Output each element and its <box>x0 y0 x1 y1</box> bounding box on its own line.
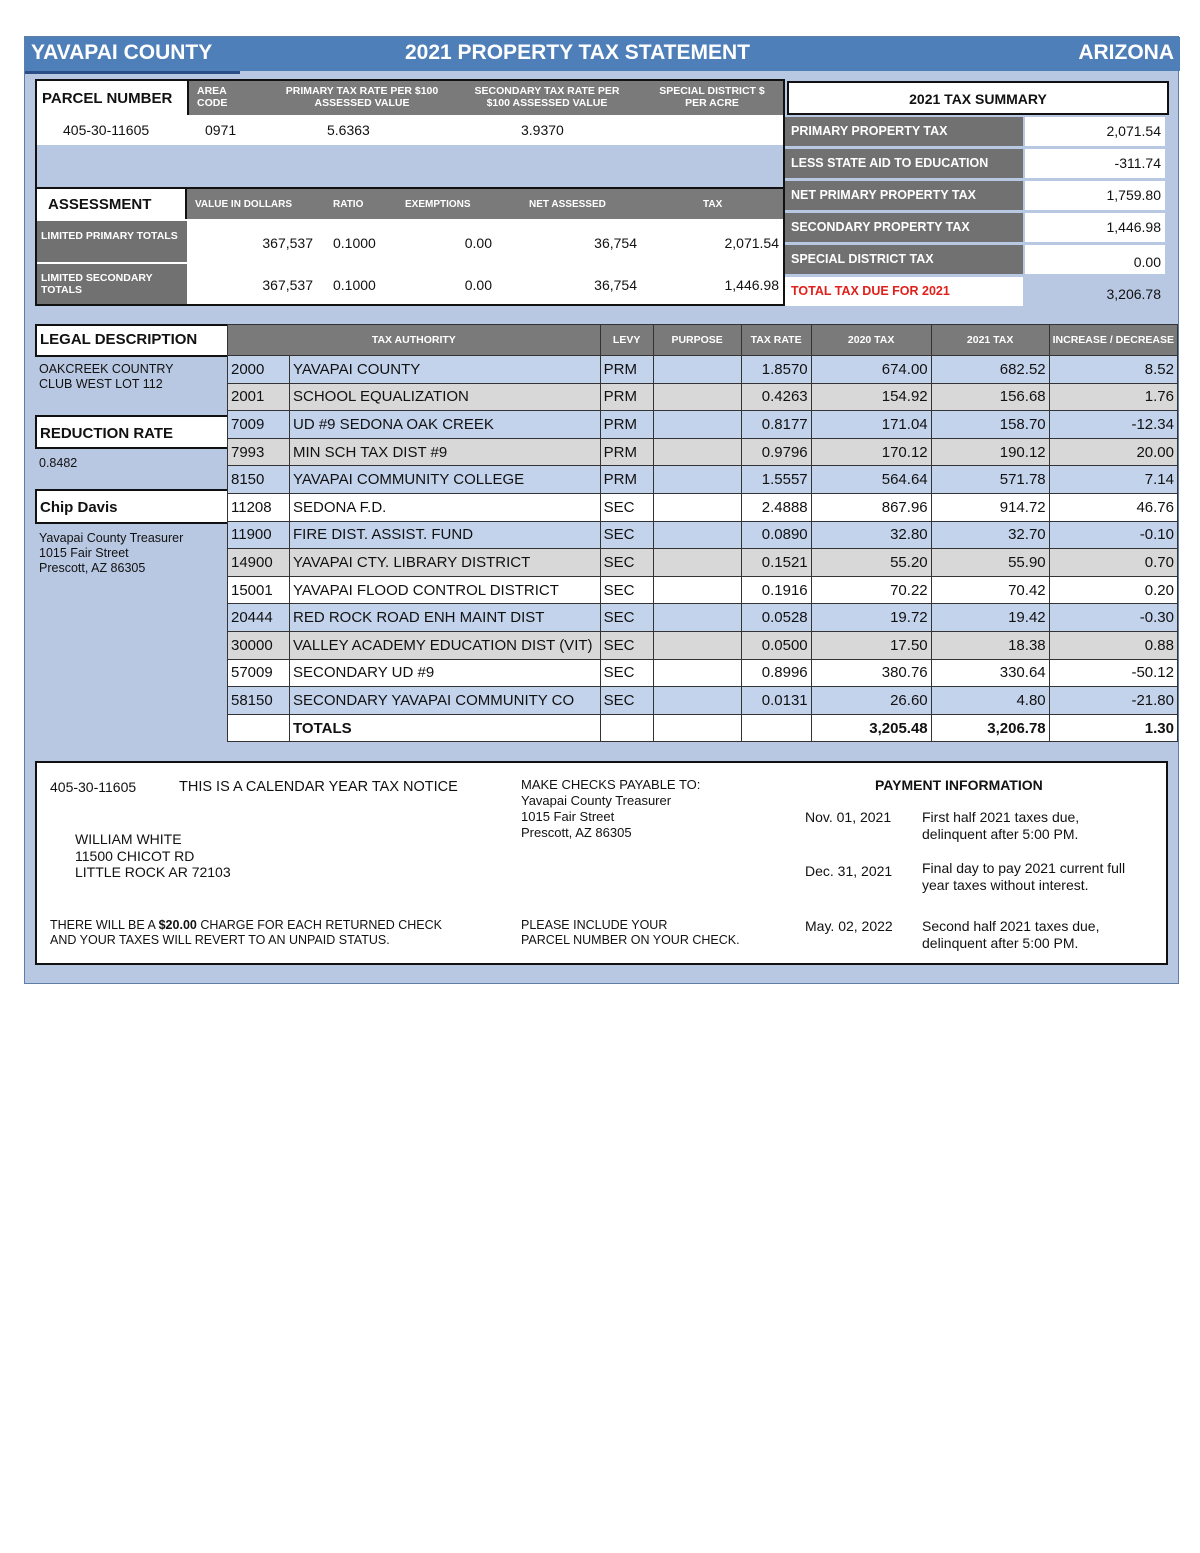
purpose <box>653 493 741 521</box>
summary-value: 0.00 <box>1025 245 1165 274</box>
authority-name: SECONDARY YAVAPAI COMMUNITY CO <box>290 687 601 715</box>
tax-rate: 0.0131 <box>741 687 811 715</box>
returned-check-text: AND YOUR TAXES WILL REVERT TO AN UNPAID STATUS. <box>50 933 390 947</box>
levy: SEC <box>600 521 653 549</box>
purpose <box>653 356 741 384</box>
levy: PRM <box>600 466 653 494</box>
primary-rate: 5.6363 <box>327 122 370 138</box>
increase-decrease: -12.34 <box>1049 411 1177 439</box>
tax-rate: 2.4888 <box>741 493 811 521</box>
col-levy: LEVY <box>600 325 653 356</box>
tax-2020: 674.00 <box>811 356 931 384</box>
authority-code: 15001 <box>228 576 290 604</box>
increase-decrease: 46.76 <box>1049 493 1177 521</box>
summary-row <box>785 179 1165 210</box>
due-date: Dec. 31, 2021 <box>805 863 893 879</box>
col-ratio: RATIO <box>333 199 364 210</box>
increase-decrease: -21.80 <box>1049 687 1177 715</box>
returned-check-amount: $20.00 <box>158 918 197 932</box>
address-line: 1015 Fair Street <box>39 546 129 560</box>
authority-name: YAVAPAI COMMUNITY COLLEGE <box>290 466 601 494</box>
empty-cell <box>600 714 653 742</box>
table-row <box>228 466 1178 494</box>
col-2021-tax: 2021 TAX <box>931 325 1049 356</box>
tax-2020: 154.92 <box>811 383 931 411</box>
summary-value: 2,071.54 <box>1025 117 1165 146</box>
summary-label: SPECIAL DISTRICT TAX <box>785 245 1023 274</box>
levy: SEC <box>600 659 653 687</box>
owner-address-line: 11500 CHICOT RD <box>75 847 195 864</box>
authority-code: 20444 <box>228 604 290 632</box>
summary-value: 1,446.98 <box>1025 213 1165 242</box>
increase-decrease: 20.00 <box>1049 438 1177 466</box>
payable-line: 1015 Fair Street <box>521 809 615 824</box>
purpose <box>653 631 741 659</box>
special-district-label: SPECIAL DISTRICT $ PER ACRE <box>659 85 765 109</box>
authority-name: MIN SCH TAX DIST #9 <box>290 438 601 466</box>
include-line: PARCEL NUMBER ON YOUR CHECK. <box>521 933 740 947</box>
summary-value: -311.74 <box>1025 149 1165 178</box>
header-underline <box>25 71 240 74</box>
legal-line: OAKCREEK COUNTRY <box>39 362 174 376</box>
authority-name: YAVAPAI COUNTY <box>290 356 601 384</box>
returned-check-notice <box>50 918 442 948</box>
treasurer-address <box>39 531 183 576</box>
due-description <box>922 809 1079 842</box>
summary-title: 2021 TAX SUMMARY <box>787 81 1169 115</box>
col-tax: TAX <box>703 199 723 210</box>
owner-address-line: LITTLE ROCK AR 72103 <box>75 864 231 880</box>
authority-name: SCHOOL EQUALIZATION <box>290 383 601 411</box>
tax-2021: 55.90 <box>931 549 1049 577</box>
purpose <box>653 438 741 466</box>
empty-cell <box>741 714 811 742</box>
levy: PRM <box>600 411 653 439</box>
col-increase-decrease: INCREASE / DECREASE <box>1049 325 1177 356</box>
tax-2021: 18.38 <box>931 631 1049 659</box>
table-row <box>228 604 1178 632</box>
tax-2020: 17.50 <box>811 631 931 659</box>
increase-decrease: -0.10 <box>1049 521 1177 549</box>
header-bar <box>25 37 1180 71</box>
increase-decrease: 1.76 <box>1049 383 1177 411</box>
tax-2021: 32.70 <box>931 521 1049 549</box>
area-code-label: AREA CODE <box>197 85 228 109</box>
purpose <box>653 521 741 549</box>
increase-decrease: 0.20 <box>1049 576 1177 604</box>
col-exemptions: EXEMPTIONS <box>405 199 471 210</box>
parcel-label: PARCEL NUMBER <box>42 90 173 107</box>
due-date: May. 02, 2022 <box>805 918 893 934</box>
authority-code: 8150 <box>228 466 290 494</box>
assessment-value: 367,537 <box>262 277 313 293</box>
levy: SEC <box>600 687 653 715</box>
authority-code: 2000 <box>228 356 290 384</box>
levy: SEC <box>600 604 653 632</box>
totals-row <box>228 714 1178 742</box>
summary-row <box>785 243 1165 274</box>
due-line: Second half 2021 taxes due, <box>922 918 1100 934</box>
authority-name: UD #9 SEDONA OAK CREEK <box>290 411 601 439</box>
tax-2021: 914.72 <box>931 493 1049 521</box>
tax-rate: 0.0890 <box>741 521 811 549</box>
levy: PRM <box>600 383 653 411</box>
col-tax-rate: TAX RATE <box>741 325 811 356</box>
authority-code: 58150 <box>228 687 290 715</box>
tax-2020: 19.72 <box>811 604 931 632</box>
payable-line: Prescott, AZ 86305 <box>521 825 632 840</box>
increase-decrease: 0.88 <box>1049 631 1177 659</box>
purpose <box>653 659 741 687</box>
table-row <box>228 383 1178 411</box>
owner-address <box>75 831 231 881</box>
assessment-exemptions: 0.00 <box>464 277 492 293</box>
due-line: year taxes without interest. <box>922 876 1089 893</box>
col-value: VALUE IN DOLLARS <box>195 199 293 210</box>
include-line: PLEASE INCLUDE YOUR <box>521 918 668 932</box>
tax-rate: 0.1916 <box>741 576 811 604</box>
returned-check-text: CHARGE FOR EACH RETURNED CHECK <box>196 918 443 932</box>
assessment-label-cell <box>37 189 187 219</box>
returned-check-text: THERE WILL BE A <box>50 918 159 932</box>
summary-label: NET PRIMARY PROPERTY TAX <box>785 181 1023 210</box>
table-row <box>228 438 1178 466</box>
tax-2021: 330.64 <box>931 659 1049 687</box>
summary-label: SECONDARY PROPERTY TAX <box>785 213 1023 242</box>
assessment-row-label: LIMITED PRIMARY TOTALS <box>37 221 187 262</box>
purpose <box>653 549 741 577</box>
assessment-exemptions: 0.00 <box>464 235 492 251</box>
empty-cell <box>653 714 741 742</box>
summary-row <box>785 147 1165 178</box>
authority-code: 7993 <box>228 438 290 466</box>
authority-code: 57009 <box>228 659 290 687</box>
table-row <box>228 521 1178 549</box>
tax-2020: 55.20 <box>811 549 931 577</box>
payable-label: MAKE CHECKS PAYABLE TO: <box>521 777 701 792</box>
authority-name: SECONDARY UD #9 <box>290 659 601 687</box>
payment-stub <box>35 761 1168 965</box>
payment-info-title: PAYMENT INFORMATION <box>875 777 1043 793</box>
levy: SEC <box>600 493 653 521</box>
legal-line: CLUB WEST LOT 112 <box>39 377 163 391</box>
increase-decrease: -50.12 <box>1049 659 1177 687</box>
tax-rate: 0.9796 <box>741 438 811 466</box>
table-row <box>228 356 1178 384</box>
col-net: NET ASSESSED <box>529 199 606 210</box>
levy: SEC <box>600 549 653 577</box>
tax-rate: 0.4263 <box>741 383 811 411</box>
address-line: Prescott, AZ 86305 <box>39 561 146 575</box>
secondary-rate: 3.9370 <box>521 122 564 138</box>
totals-2020: 3,205.48 <box>811 714 931 742</box>
totals-2021: 3,206.78 <box>931 714 1049 742</box>
due-line: delinquent after 5:00 PM. <box>922 934 1079 951</box>
purpose <box>653 411 741 439</box>
authority-name: SEDONA F.D. <box>290 493 601 521</box>
tax-2020: 171.04 <box>811 411 931 439</box>
stub-parcel-number: 405-30-11605 <box>50 779 137 795</box>
due-description <box>922 860 1125 893</box>
tax-2020: 26.60 <box>811 687 931 715</box>
col-2020-tax: 2020 TAX <box>811 325 931 356</box>
due-description <box>922 918 1099 951</box>
assessment-ratio: 0.1000 <box>333 277 376 293</box>
summary-total-label: TOTAL TAX DUE FOR 2021 <box>785 277 1023 306</box>
summary-row <box>785 115 1165 146</box>
tax-2021: 571.78 <box>931 466 1049 494</box>
parcel-values-row <box>37 115 783 145</box>
treasurer-name: Chip Davis <box>35 489 229 524</box>
table-row <box>228 411 1178 439</box>
parcel-block <box>35 79 785 306</box>
due-line: First half 2021 taxes due, <box>922 809 1080 825</box>
increase-decrease: -0.30 <box>1049 604 1177 632</box>
tax-rate: 0.0528 <box>741 604 811 632</box>
summary-value: 1,759.80 <box>1025 181 1165 210</box>
table-row <box>228 493 1178 521</box>
purpose <box>653 466 741 494</box>
statement-title: 2021 PROPERTY TAX STATEMENT <box>405 41 751 64</box>
purpose <box>653 687 741 715</box>
col-tax-authority: TAX AUTHORITY <box>228 325 601 356</box>
totals-change: 1.30 <box>1049 714 1177 742</box>
table-row <box>228 631 1178 659</box>
due-date: Nov. 01, 2021 <box>805 809 892 825</box>
authority-code: 14900 <box>228 549 290 577</box>
parcel-label-cell <box>37 81 189 115</box>
address-line: Yavapai County Treasurer <box>39 531 184 545</box>
tax-rate: 1.5557 <box>741 466 811 494</box>
calendar-notice: THIS IS A CALENDAR YEAR TAX NOTICE <box>179 779 458 795</box>
reduction-rate-title: REDUCTION RATE <box>35 415 229 449</box>
levy: PRM <box>600 356 653 384</box>
authority-code: 11208 <box>228 493 290 521</box>
tax-2020: 867.96 <box>811 493 931 521</box>
tax-2021: 156.68 <box>931 383 1049 411</box>
summary-label: PRIMARY PROPERTY TAX <box>785 117 1023 146</box>
tax-2020: 70.22 <box>811 576 931 604</box>
authority-name: YAVAPAI CTY. LIBRARY DISTRICT <box>290 549 601 577</box>
assessment-row-label: LIMITED SECONDARY TOTALS <box>37 264 187 304</box>
assessment-section <box>37 187 783 304</box>
increase-decrease: 0.70 <box>1049 549 1177 577</box>
assessment-value: 367,537 <box>262 235 313 251</box>
levy: PRM <box>600 438 653 466</box>
tax-2021: 70.42 <box>931 576 1049 604</box>
tax-statement <box>24 36 1179 984</box>
empty-cell <box>228 714 290 742</box>
assessment-tax: 2,071.54 <box>724 235 779 251</box>
assessment-header <box>187 189 783 219</box>
tax-2020: 380.76 <box>811 659 931 687</box>
tax-rate: 0.8177 <box>741 411 811 439</box>
tax-2021: 190.12 <box>931 438 1049 466</box>
assessment-tax: 1,446.98 <box>724 277 779 293</box>
legal-description <box>39 362 174 392</box>
parcel-number: 405-30-11605 <box>63 122 150 138</box>
tax-rate: 1.8570 <box>741 356 811 384</box>
tax-rate: 0.0500 <box>741 631 811 659</box>
tax-rate: 0.1521 <box>741 549 811 577</box>
state-name: ARIZONA <box>1078 41 1174 64</box>
increase-decrease: 7.14 <box>1049 466 1177 494</box>
tax-2020: 32.80 <box>811 521 931 549</box>
tax-2020: 170.12 <box>811 438 931 466</box>
authority-code: 2001 <box>228 383 290 411</box>
include-parcel-note <box>521 918 740 948</box>
county-name: YAVAPAI COUNTY <box>31 41 213 64</box>
legal-description-title: LEGAL DESCRIPTION <box>35 324 229 357</box>
table-row <box>228 549 1178 577</box>
tax-2021: 4.80 <box>931 687 1049 715</box>
tax-2020: 564.64 <box>811 466 931 494</box>
assessment-ratio: 0.1000 <box>333 235 376 251</box>
payable-line: Yavapai County Treasurer <box>521 793 672 808</box>
tax-2021: 158.70 <box>931 411 1049 439</box>
authority-name: RED ROCK ROAD ENH MAINT DIST <box>290 604 601 632</box>
tax-rate: 0.8996 <box>741 659 811 687</box>
owner-name: WILLIAM WHITE <box>75 831 182 847</box>
summary-total-row <box>785 275 1165 306</box>
purpose <box>653 604 741 632</box>
summary-label: LESS STATE AID TO EDUCATION <box>785 149 1023 178</box>
authority-name: YAVAPAI FLOOD CONTROL DISTRICT <box>290 576 601 604</box>
table-header <box>228 325 1178 356</box>
secondary-rate-label: SECONDARY TAX RATE PER $100 ASSESSED VALUE <box>474 85 620 109</box>
authority-code: 30000 <box>228 631 290 659</box>
due-line: delinquent after 5:00 PM. <box>922 825 1079 842</box>
authority-code: 11900 <box>228 521 290 549</box>
authority-code: 7009 <box>228 411 290 439</box>
table-row <box>228 687 1178 715</box>
authority-name: FIRE DIST. ASSIST. FUND <box>290 521 601 549</box>
levy: SEC <box>600 631 653 659</box>
area-code: 0971 <box>205 122 237 138</box>
tax-2021: 19.42 <box>931 604 1049 632</box>
increase-decrease: 8.52 <box>1049 356 1177 384</box>
payable-to <box>521 777 700 841</box>
tax-2021: 682.52 <box>931 356 1049 384</box>
reduction-rate-value: 0.8482 <box>39 456 78 470</box>
due-line: Final day to pay 2021 current full <box>922 860 1126 876</box>
purpose <box>653 383 741 411</box>
purpose <box>653 576 741 604</box>
levy: SEC <box>600 576 653 604</box>
assessment-net: 36,754 <box>594 277 637 293</box>
tax-authority-table <box>227 324 1178 742</box>
table-row <box>228 659 1178 687</box>
authority-name: VALLEY ACADEMY EDUCATION DIST (VIT) <box>290 631 601 659</box>
assessment-net: 36,754 <box>594 235 637 251</box>
primary-rate-label: PRIMARY TAX RATE PER $100 ASSESSED VALUE <box>285 85 439 109</box>
summary-total-value: 3,206.78 <box>1025 277 1165 306</box>
col-purpose: PURPOSE <box>653 325 741 356</box>
totals-label: TOTALS <box>290 714 601 742</box>
table-row <box>228 576 1178 604</box>
tax-summary <box>785 79 1171 306</box>
assessment-label: ASSESSMENT <box>48 196 152 213</box>
summary-row <box>785 211 1165 242</box>
